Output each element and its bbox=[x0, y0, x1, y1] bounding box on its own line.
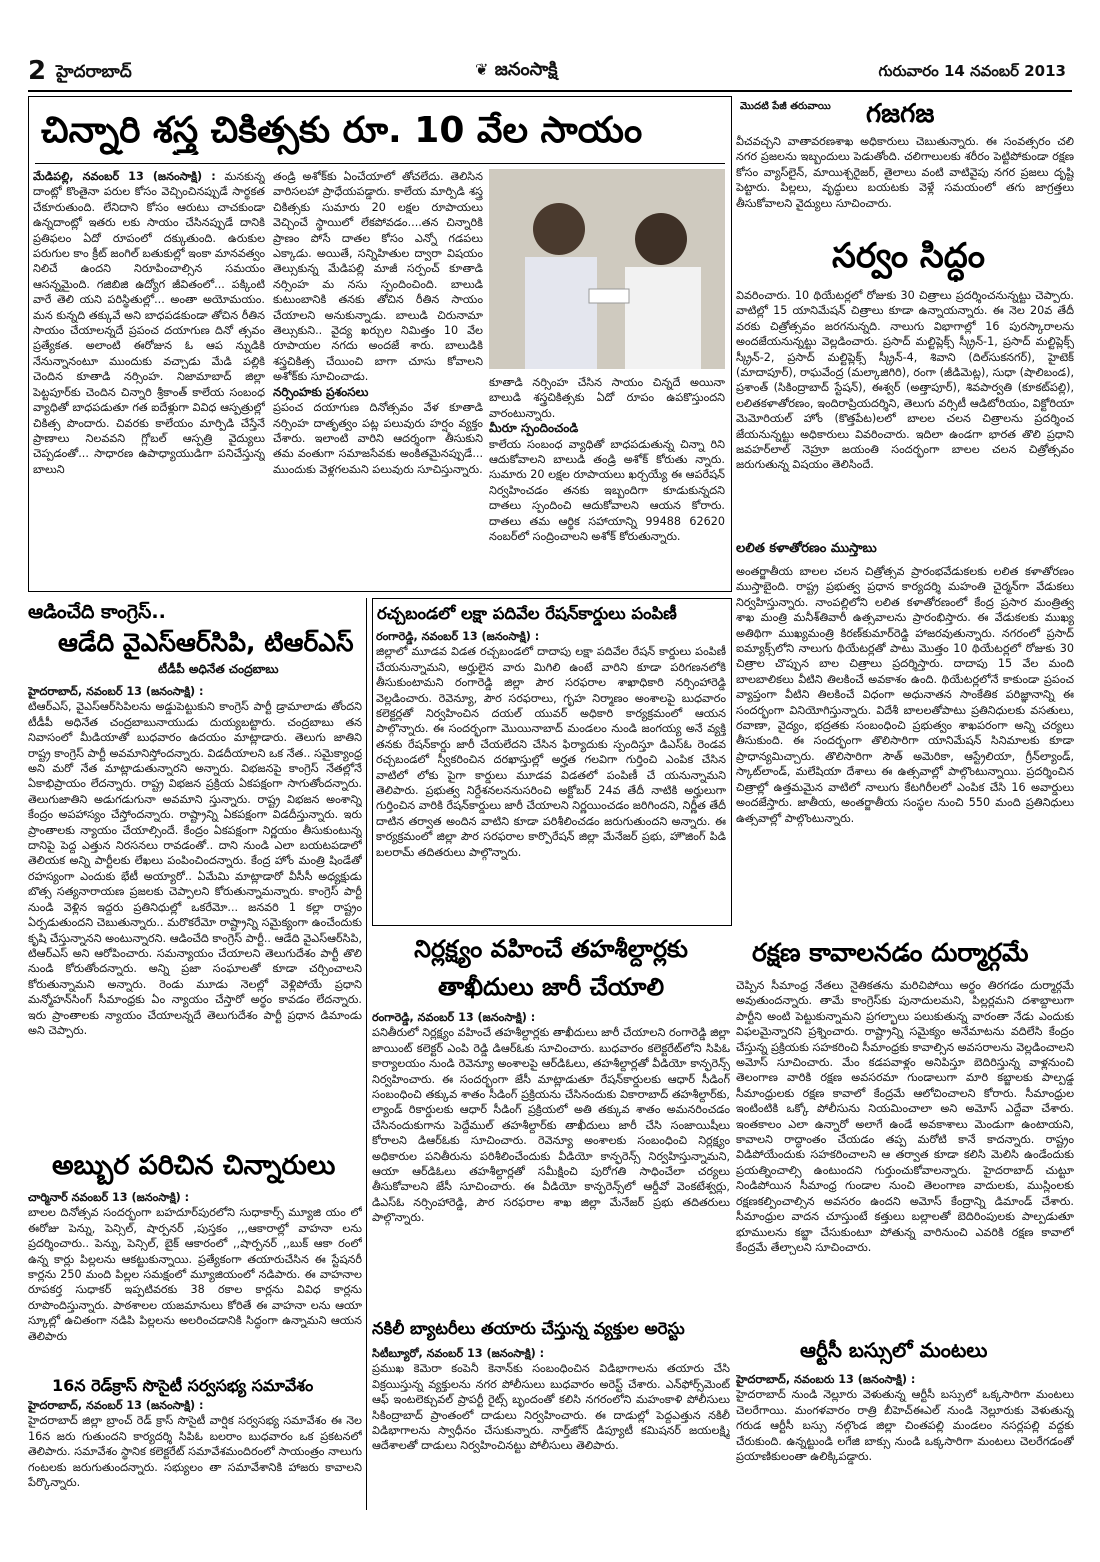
article-ration-cards bbox=[372, 598, 732, 926]
page-city: హైదరాబాద్ bbox=[56, 62, 132, 82]
donation-photo bbox=[489, 169, 725, 369]
headline: సర్వం సిద్ధం bbox=[832, 236, 986, 276]
article-column-1 bbox=[33, 169, 265, 585]
body-text: జిల్లాలో మూడవ విడత రచ్చబండలో దాదాపు లక్షా పదివేల రేషన్ కార్డులు పంపిణీ చేయనున్నామని, అర్హులైన వారు మిగిలి ఉంటే వారిని కూడా పరిగణనలోకి తీసుకుంటామని రంగారెడ్డి జిల్లా పౌర సరఫరాల శాఖాధికారి నర్సింహారెడ్డి వెల్లడించారు. రెవెన్యూ, పౌర సరఫరాలు, గృహ నిర్మాణం అంశాలపై బుధవారం కలెక్టర్లతో నిర్వహించిన దయల్ యువర్ అధికారి కార్యక్రమంలో ఆయన పాల్గొన్నారు. ఈ సందర్భంగా మొయినాబాద్ మండలం నుండి జంగయ్య అనే వ్యక్తి తనకు రేషన్‌కార్డు జారీ చేయలేదని చేసిన ఫిర్యాదుకు స్పందిస్తూ డిఎస్‌ఓ రెండవ రచ్చబండలో స్వీకరించిన దరఖాస్తుల్లో అర్హత గలవిగా గుర్తించి ఎంపిక చేసిన వాటిలో లోకు పైగా కార్డులు మూడవ విడతలో పంపిణీ చే యనున్నామని తెలిపారు. ప్రభుత్వ నిర్దేశనలననుసరించి అక్టోబర్ 24వ తేదీ నాటికి అర్హులుగా గుర్తించిన వారికి రేషన్‌కార్డులు జారీ చేయాలని నిర్ణయించడం జరిగిందని, నిర్ణీత తేదీ దాటిన తర్వాత అందిన వాటిని కూడా పరిశీలించడం జరుగుతుందని అన్నారు. ఈ కార్యక్రమంలో జిల్లా పౌర సరఫరాల కార్పొరేషన్ జిల్లా మేనేజర్ ప్రభు, హౌజింగ్ పిడి బలరామ్ తదితరులు పాల్గొన్నారు. bbox=[376, 645, 726, 859]
dateline: రంగారెడ్డి, నవంబర్ 13 (జనంసాక్షి) : bbox=[376, 630, 540, 643]
article-body bbox=[28, 684, 362, 1140]
dateline: హైదరాబాద్, నవంబరు 13 (జనంసాక్షి) : bbox=[736, 1373, 916, 1386]
article-body bbox=[372, 1346, 730, 1510]
article-protection bbox=[736, 930, 1074, 1328]
headline: లలిత కళాతోరణం ముస్తాబు bbox=[736, 541, 877, 556]
article-children-cars bbox=[28, 1146, 362, 1368]
headline-line-1: నిర్లక్ష్యం వహించే తహశీల్దార్లకు bbox=[414, 935, 688, 963]
article-body bbox=[28, 1190, 362, 1368]
headline: చిన్నారి శస్త్ర చికిత్సకు రూ. 10 వేల సాయం bbox=[41, 110, 643, 151]
article-column-3 bbox=[489, 375, 725, 585]
issue-date: గురువారం 14 నవంబర్ 2013 bbox=[878, 62, 1066, 80]
body-text: హైదరాబాద్ జిల్లా బ్రాంచ్ రెడ్ క్రాస్ సొసైటీ వార్షిక సర్వసభ్య సమావేశం ఈ నెల 16న జరు గుతుందని కార్యదర్శి సిపిఓ బలరాం బుధవారం ఒక ప్రకటనలో తెలిపారు. సమావేశం స్థానిక కలెక్టరేట్ సమావేశమందిరంలో సాయంత్రం నాలుగు గంటలకు జరుగుతుందన్నారు. సభ్యులం తా సమావేశానికి హాజరు కావాలని పేర్కొన్నారు. bbox=[28, 1414, 362, 1490]
body-text: టిఆర్‌ఎస్, వైఎస్‌ఆర్‌సిపిలను అడ్డుపెట్టుకుని కాంగ్రెస్ పార్టీ డ్రామాలాడు తోందని టీడీపీ అధినేత చంద్రబాబునాయుడు దుయ్యబట్టారు. చంద్రబాబు తన నివాసంలో మీడియాతో బుధవారం ఉదయం మాట్లాడారు. తెలుగు జాతిని రాష్ట్ర కాంగ్రెస్ పార్టీ అవమానిస్తోందన్నారు. విడదీయాలని ఒక నేత.. సమైక్యాంధ్ర అని మరో నేత మాట్లాడుతున్నారని అన్నారు. విభజనపై కాంగ్రెస్ నేతల్లోనే ఏకాభిప్రాయం లేదన్నారు. రాష్ట్ర విభజన ప్రక్రియ ఏకపక్షంగా సాగుతోందన్నారు. తెలుగుజాతిని అడుగడుగునా అవమాని స్తున్నారు. రాష్ట్ర విభజన అంశాన్ని కేంద్రం అపహాస్యం చేస్తోందన్నారు. రాష్ట్రాన్ని ఏకపక్షంగా విడదీస్తున్నారు. ఇరు ప్రాంతాలకు న్యాయం చేయాల్సిందే. కేంద్రం ఏకపక్షంగా నిర్ణయం తీసుకుంటున్న దానిపై పెద్ద ఎత్తున నిరసనలు రావడంతో.. దాని నుండి ఎలా బయటపడాలో తెలియక అన్ని పార్టీలకు లేఖలు పంపించిందన్నారు. కేంద్ర హోం మంత్రి షిండేతో రహస్యంగా ఎందుకు భేటీ అయ్యారో.. ఏమేమి మాట్లాడారో వీసీసీ అధ్యక్షుడు బొత్స సత్యనారాయణ ప్రజలకు చెప్పాలని కోరుతున్నామన్నారు. కాంగ్రెస్ పార్టీ నుండి వెళ్లిన ఇద్దరు ప్రతినిధుల్లో ఒకరేమో... జనవరి 1 కల్లా రాష్ట్రం ఏర్పడుతుందని చెబుతున్నారు.. మరొకరేమో రాష్ట్రాన్ని సమైక్యంగా ఉంచేందుకు కృషి చేస్తున్నానని అంటున్నారని. ఆడించేది కాంగ్రెస్ పార్టీ.. ఆడేది వైఎస్‌ఆర్‌సిపి, టిఆర్‌ఎస్ అని ఆరోపించారు. సమన్యాయం చేయాలని తెలుగుదేశం పార్టీ తొలి నుండి కోరుతోందన్నారు. అన్ని ప్రజా సంఘాలతో కూడా చర్చించాలని కోరుతున్నామని అన్నారు. రెండు మూడు నెలల్లో వెళ్లిపోయే ప్రధాని మన్మోహన్‌సింగ్ సీమాంధ్రకు ఏం న్యాయం చేస్తారో అర్థం కావడం లేదన్నారు. ఇరు ప్రాంతాలకు న్యాయం చేయాలన్నదే తెలుగుదేశం పార్టీ ప్రధాన డిమాండు అని చెప్పారు. bbox=[28, 700, 362, 1037]
article-body bbox=[372, 1010, 730, 1310]
dateline: సిటీబ్యూరో, నవంబర్ 13 (జనంసాక్షి) : bbox=[372, 1347, 545, 1360]
article-body: వీచవచ్చని వాతావరణశాఖ అధికారులు చెబుతున్నారు. ఈ సంవత్సరం చలి నగర ప్రజలను ఇబ్బందులు పెడుతోంది. చలిగాలులకు శరీరం పెట్టిపోకుండా రక్షణ కోసం వ్యాస్‌లైన్, మాయిశ్చరైజర్, తైలాలు వంటి వాటివైపు నగర ప్రజలు దృష్టి పెట్టారు. పిల్లలు, వృద్ధులు బయటకు వెళ్లే సమయంలో తగు జాగ్రత్తలు తీసుకోవాలని వైద్యులు సూచించారు. bbox=[736, 135, 1074, 210]
column-text: ప్రపంచ దయాగుణ దినోత్సవం వేళ కూతాడి నర్సింహ దాతృత్వం పట్ల పలువురు హర్షం వ్యక్తం చేశారు. ఇలాంటి వారిని ఆదర్శంగా తీసుకుని తమ వంతుగా సమాజసేవకు అంకితమైనప్పుడే... ముందుకు వెళ్లగలమని పలువురు సూచిస్తున్నారు. bbox=[273, 401, 483, 476]
dateline: మేడిపల్లి, నవంబర్ 13 (జనంసాక్షి) : bbox=[33, 170, 216, 183]
body-text: హైదరాబాద్ నుండి నెల్లూరు వెళుతున్న ఆర్టీసీ బస్సులో ఒక్కసారిగా మంటలు చెలరేగాయి. మంగళవారం రాత్రి బీహెచ్‌ఈఎల్ నుండి నెల్లూరుకు వెళుతున్న గరుడ ఆర్టీసీ బస్సు నల్గొండ జిల్లా చింతపల్లి మండలం నసర్లపల్లి వద్దకు చేరుకుంది. ఉన్నట్టుండి లగేజి బాక్సు నుండి ఒక్కసారిగా మంటలు చెలరేగడంతో ప్రయాణికులంతా ఉలిక్కిపడ్డారు. bbox=[736, 1388, 1074, 1464]
headline: గజగజ bbox=[866, 99, 935, 129]
page-number: 2 bbox=[28, 56, 47, 86]
column-text: తండ్రి అశోక్‌కు ఏంచేయాలో తోచలేదు. తెలిసిన వారిసలహా ప్రాధేయపడ్డారు. కాలేయ మార్పిడి శస్త్ర చికిత్సకు సుమారు 20 లక్షల రూపాయలు వెచ్చించే స్థాయిలో లేకపోవడం....తన చిన్నారికి ప్రాణం పోసే దాతల కోసం ఎన్నో గడపలు ఎక్కాడు. అయితే, సన్నిహితుల ద్వారా విషయం తెల్సుకున్న మేడిపల్లి మాజీ సర్పంచ్ కూతాడి నర్సింహ మ నసు స్పందించింది. బాలుడి కుటుంబానికి తనకు తోచిన రీతిన సాయం చేయాలని అనుకున్నాడు. బాలుడి చిరునామా తెల్సుకుని.. వైద్య ఖర్చుల నిమిత్తం 10 వేల రూపాయల నగదు అందజే శారు. బాలుడికి శస్త్రచికిత్స చేయించి బాగా చూసు కోవాలని అశోక్‌కు సూచించాడు. bbox=[273, 170, 483, 384]
article-red-cross bbox=[28, 1374, 362, 1514]
article-sarvam-siddham bbox=[736, 230, 1074, 536]
article-body: అంతర్జాతీయ బాలల చలన చిత్రోత్సవ ప్రారంభవేడుకలకు లలిత కళాతోరణం ముస్తాబైంది. రాష్ట్ర ప్రభుత్వ ప్రధాన కార్యదర్శి మహంతి చైర్మన్‌గా వేడుకలు నిర్వహిస్తున్నారు. నాంపల్లిలోని లలిత కళాతోరణంలో కేంద్ర ప్రసార మంత్రిత్వ శాఖ మంత్రి మనీశ్‌తివారీ ఉత్సవాలను ప్రారంభిస్తారు. ఈ వేడుకలకు ముఖ్య అతిథిగా ముఖ్యమంత్రి కిరణ్‌కుమార్‌రెడ్డి హాజరవుతున్నారు. నగరంలో ప్రసాద్ ఐమ్యాక్స్‌లోని నాలుగు థియేటర్లతో పాటు మొత్తం 10 థియేటర్లలో రోజుకు 30 చిత్రాల చొప్పున బాల చిత్రాలు ప్రదర్శిస్తారు. దాదాపు 15 వేల మంది బాలబాలికలు వీటిని తిలకించే అవకాశం ఉంది. థియేటర్లలోనే కాకుండా ప్రపంచ వ్యాప్తంగా వీటిని తిలకించే విధంగా అధునాతన సాంకేతిక పరిజ్ఞానాన్ని ఈ సందర్భంగా వినియోగిస్తున్నారు. విదేశీ బాలలతోపాటు ప్రతినిధులకు వసతులు, రవాణా, వైద్యం, భద్రతకు సంబంధించి ప్రభుత్వం శాఖపరంగా అన్ని చర్యలు తీసుకుంది. ఈ సందర్భంగా తొలిసారిగా యానిమేషన్ సినిమాలకు కూడా ప్రాధాన్యమిచ్చారు. తొలిసారిగా సౌత్ అమెరికా, ఆస్ట్రేలియా, గ్రీన్‌ల్యాండ్, స్కాట్‌లాండ్, మలేషియా దేశాలు ఈ ఉత్సవాల్లో పాల్గొంటున్నాయి. ప్రదర్శించిన చిత్రాల్లో ఉత్తమమైన వాటిలో నాలుగు కేటగిరీలలో ఎంపిక చేసి 16 అవార్డులు అందజేస్తారు. జాతీయ, అంతర్జాతీయ సంస్థల నుంచి 550 మంది ప్రతినిధులు ఉత్సవాల్లో పాల్గొంటున్నారు. bbox=[736, 565, 1074, 825]
headline: రచ్చబండలో లక్షా పదివేల రేషన్‌కార్డులు పంపిణీ bbox=[377, 604, 677, 623]
page-header bbox=[0, 56, 1100, 90]
dateline: హైదరాబాద్, నవంబర్ 13 (జనంసాక్షి) : bbox=[28, 685, 204, 698]
masthead-logo bbox=[475, 59, 558, 84]
headline: ఆడేది వైఎస్‌ఆర్‌సిపి, టిఆర్‌ఎస్ bbox=[58, 628, 354, 657]
article-body bbox=[28, 1398, 362, 1514]
kicker: మొదటి పేజీ తరువాయి bbox=[740, 101, 831, 112]
header-rule bbox=[28, 90, 1072, 92]
masthead-title: జనంసాక్షి bbox=[494, 59, 558, 80]
article-body: చెప్పిన సీమాంధ్ర నేతలు నైతికతను మరిచిపోయి అర్థం తిరగడం దుర్మార్గమే అవుతుందన్నారు. తామే కాంగ్రెస్‌కు పునాదులమని, పిల్లర్లమని దశాబ్దాలుగా పార్టీని అంటి పెట్టుకున్నామని ప్రగల్భాలు పలుకుతున్న వారంతా నేడు ఎందుకు విఫలమైన్నారని ప్రశ్నించారు. రాష్ట్రాన్ని సమైక్యం అనేమాటను వదిలేసి కేంద్రం చేస్తున్న ప్రక్రియకు సహకరించి సీమాంధ్రకు కావాల్సిన అవసరాలను వెల్లడించాలని అమోస్ సూచించారు. మేం కడపవాళ్లం అనిపిస్తూ బెదిరిస్తున్న వాళ్లనుంచి తెలంగాణ వారికి రక్షణ అవసరమా గుండాలుగా మారి కబ్జాలకు పాల్పడ్డ సీమాంధ్రులకు రక్షణ కావాలో కేంద్రమే ఆలోచించాలని కోరారు. సీమాంధ్రుల ఇంటింటికి ఒక్కో పోలీసును నియమించాలా అని అమోస్ ఎద్దేవా చేశారు. ఇంతకాలం ఎలా ఉన్నారో అలాగే ఉండే అవకాశాలు మెండుగా ఉంటాయని, కావాలని రాద్ధాంతం చేయడం తప్ప మరోటి కానే కాదన్నారు. రాష్ట్రం విడిపోయేందుకు సహకరించాలని ఆ తర్వాత కూడా కలిసి మెలిసి ఉండేందుకు ప్రయత్నించాల్సి ఉంటుందని గుర్తుంచుకోవాలన్నారు. హైదరాబాద్ చుట్టూ నిండిపోయిన సీమాంధ్ర గుండాల నుంచి తెలంగాణ వాదులకు, ముస్లింలకు రక్షణకల్పించాల్సిన అవసరం ఉందని అమోస్ కేంద్రాన్ని డిమాండ్ చేశారు. సీమాంధ్రుల వాదన చూస్తుంటే కత్తులు బల్లాలతో బెదిరింపులకు పాల్పడుతూ భూములను కబ్జా చేసుకుంటూ పోతున్న వారినుంచి ఎవరికి రక్షణ కావాలో కేంద్రమే తేల్చాలని సూచించారు. bbox=[736, 979, 1074, 1254]
article-fake-batteries bbox=[372, 1314, 730, 1510]
column-text: మనకున్న దాంట్లో కొంతైనా పరుల కోసం వెచ్చించినప్పుడే సార్థకత చేకూరుతుంది. లేనిదాని కోసం ఆరుటు చాచకుండా ఉన్నదాంట్లో ఇతరు లకు సాయం చేసినప్పుడే దానికి ప్రతిఫలం ఏదో రూపంలో దక్కుతుంది. ఉరుకుల పరుగుల కాం క్రీట్ జంగిల్ బతుకుల్లో ఇంకా మానవత్వం నిలిచే ఉందని నిరూపించాల్సిన సమయం ఆసన్నమైంది. గజిబిజి ఉద్యోగ జీవితంలో... పక్కింటి వారే తెలి యని పరిస్థితుల్లో... అంతా అయోమయం. మన కున్నది తక్కువే అని బాధపడకుండా తోచిన రీతిన సాయం చేయాలన్నదే ప్రపంచ దయాగుణ దినో త్సవం ప్రత్యేకత. అలాంటి ఈరోజున ఓ ఆప న్నుడికి నేనున్నానంటూ ముందుకు వచ్చాడు మేడి పల్లికి చెందిన కూతాడి నర్సింహ. నిజామాబాద్ జిల్లా పెట్టపూర్‌కు చెందిన చిన్నారి శ్రీకాంత్ కాలేయ సంబంధ వ్యాధితో బాధపడుతూ గత ఐదేళ్లుగా వివిధ ఆస్పత్రుల్లో చికిత్స పొందారు. చివరకు కాలేయం మార్పిడి చేస్తేనే ప్రాణాలు నిలవవని గ్లోబల్ ఆస్పత్రి వైద్యులు చెప్పడంతో... సాధారణ ఉపాధ్యాయుడిగా పనిచేస్తున్న బాలుని bbox=[33, 170, 265, 476]
article-body: వివరించారు. 10 థియేటర్లలో రోజుకు 30 చిత్రాలు ప్రదర్శించనున్నట్టు చెప్పారు. వాటిల్లో 15 యానిమేషన్ చిత్రాలు కూడా ఉన్నాయన్నారు. ఈ నెల 20వ తేదీ వరకు చిత్రోత్సవం జరగనున్నది. నాలుగు విభాగాల్లో 16 పురస్కారాలను అందజేయనున్నట్టు వెల్లడించారు. ప్రసాద్ మల్టిప్లెక్స్ స్క్రీన్-1, ప్రసాద్ మల్టిప్లెక్స్ స్క్రీన్-2, ప్రసాద్ మల్టిప్లెక్స్ స్క్రీన్-4, శివాని (దిల్‌సుకనగర్), హైటెక్ (మాదాపూర్), రాఘవేంద్ర (మల్కాజిగిరి), రంగా (జీడిమెట్ల), సుధా (షాలిబండ), ప్రశాంత్ (సికింద్రాబాద్ స్టేషన్), ఈశ్వర్ (అత్తాపూర్), శివపార్వతి (కూకట్‌పల్లి), లలితకళాతోరణం, ఇందిరాప్రియదర్శిని, తెలుగు వర్సిటీ ఆడిటోరియం, విక్టోరియా మెమోరియల్ హోం (కొత్తపేట)లలో బాలల చలన చిత్రాలను ప్రదర్శించ జేయనున్నట్టు అధికారులు వివరించారు. ఇదిలా ఉండగా భారత తొలి ప్రధాని జవహర్‌లాల్ నెహ్రూ జయంతి సందర్భంగా బాలల చలన చిత్రోత్సవం జరుగుతున్న విషయం తెలిసిందే. bbox=[736, 289, 1074, 472]
headline: అబ్బుర పరిచిన చిన్నారులు bbox=[52, 1150, 336, 1181]
kicker: ఆడించేది కాంగ్రెస్.. bbox=[28, 601, 166, 623]
dateline: హైదరాబాద్, నవంబర్ 13 (జనంసాక్షి) : bbox=[28, 1399, 204, 1412]
article-congress bbox=[28, 598, 362, 1140]
article-bus-fire bbox=[736, 1332, 1074, 1512]
article-lalitha-kala-thoranam bbox=[736, 538, 1074, 926]
headline: 16న రెడ్‌క్రాస్ సొసైటీ సర్వసభ్య సమావేశం bbox=[52, 1376, 314, 1395]
headline-line-2: తాఖీదులు జారీ చేయాలి bbox=[437, 973, 665, 1001]
photo-illustration bbox=[489, 169, 725, 369]
subheading-praise: నర్సింహకు ప్రశంసలు bbox=[273, 384, 369, 399]
dateline: రంగారెడ్డి, నవంబర్ 13 (జనంసాక్షి) : bbox=[372, 1011, 536, 1024]
article-child-surgery bbox=[28, 96, 732, 592]
headline: ఆర్టీసీ బస్సులో మంటలు bbox=[800, 1338, 988, 1362]
body-text: ప్రముఖ కెమెరా కంపెనీ కెనాన్‌కు సంబంధించిన విడిభాగాలను తయారు చేసి విక్రయిస్తున్న వ్యక్తులను నగర పోలీసులు బుధవారం అరెస్ట్ చేశారు. ఎన్‌ఫోర్స్‌మెంట్ ఆఫ్ ఇంటలెక్చువల్ ప్రాపర్టీ రైట్స్ బృందంతో కలిసి నగరంలోని మహంకాళి పోలీసులు సికింద్రాబాద్ ప్రాంతంలో దాడులు నిర్వహించారు. ఈ దాడుల్లో పెద్దఎత్తున నకిలీ విడిభాగాలను స్వాధీనం చేసుకున్నారు. నార్త్‌జోన్ డిప్యూటీ కమిషనర్ జయలక్ష్మి ఆదేశాలతో దాడులు నిర్వహించినట్టు పోలీసులు తెలిపారు. bbox=[372, 1362, 730, 1453]
article-gajagaja bbox=[736, 96, 1074, 226]
column-text: కాలేయ సంబంధ వ్యాధితో బాధపడుతున్న చిన్నా రిని ఆదుకోవాలని బాలుడి తండ్రి అశోక్ కోరుతు న్నారు. సుమారు 20 లక్షల రూపాయలు ఖర్చయ్యే ఈ ఆపరేషన్ నిర్వహించడం తనకు ఇబ్బందిగా కూడుకున్నదని దాతలు స్పందించి ఆదుకోవాలని ఆయన కోరారు. దాతలు తమ ఆర్థిక సహాయాన్ని 99488 62620 నంబర్‌లో సంద్రించాలని అశోక్ కోరుతున్నారు. bbox=[489, 437, 725, 544]
article-column-2 bbox=[273, 169, 483, 585]
masthead-emblem-icon: ❦ bbox=[475, 60, 489, 79]
headline: రక్షణ కావాలనడం దుర్మార్గమే bbox=[752, 938, 1029, 967]
headline-rule bbox=[35, 163, 725, 164]
byline: టీడీపీ అధినేత చంద్రబాబు bbox=[158, 662, 279, 676]
article-tahsildars bbox=[372, 930, 730, 1310]
dateline: చార్మినార్ నవంబర్ 13 (జనంసాక్షి) : bbox=[28, 1191, 190, 1204]
subheading-respond: మీరూ స్పందించండి bbox=[489, 421, 579, 436]
article-body bbox=[736, 1372, 1074, 1512]
body-text: పనితీరులో నిర్లక్ష్యం వహించే తహశీల్దార్లకు తాఖీదులు జారీ చేయాలని రంగారెడ్డి జిల్లా జాయింట్ కలెక్టర్ ఎంపి రెడ్డి డిఆర్‌ఓకు సూచించారు. బుధవారం కలెక్టరేట్‌లోని సిపిఓ కార్యాలయం నుండి రెవెన్యూ అంశాలపై ఆర్‌డిఓలు, తహశీల్దార్లతో వీడియో కాన్ఫరెన్స్ నిర్వహించారు. ఈ సందర్భంగా జేసీ మాట్లాడుతూ రేషన్‌కార్డులకు ఆధార్ సీడింగ్ సంబంధించి తక్కువ శాతం సీడింగ్ ప్రక్రియను చేసినందుకు వికారాబాద్ తహశీల్దార్‌కు, ల్యాండ్ రికార్డులకు ఆధార్ సీడింగ్ ప్రక్రియలో అతి తక్కువ శాతం అమనరించడం చేసినందుకుగాను పెద్దేముల్ తహశీల్దార్‌కు తాఖీదులు జారీ చేసి సంజాయిషీలు కోరాలని డిఆర్‌ఓకు సూచించారు. రెవెన్యూ అంశాలకు సంబంధించి నిర్లక్ష్యం అధికారుల పనితీరును పరిశీలించేందుకు వీడియో కాన్ఫరెన్స్ నిర్వహిస్తున్నామని, ఆయా ఆర్‌డిఓలు తహశీల్దార్లతో సమీక్షించి పురోగతి సాధించేలా చర్యలు తీసుకోవాలని జేసీ సూచించారు. ఈ వీడియో కాన్ఫరెన్స్‌లో ఆర్డీవో వెంకటేశ్వర్లు, డిఎస్‌ఓ నర్సింహారెడ్డి, పౌర సరఫరాల శాఖ జిల్లా మేనేజర్ ప్రభు తదితరులు పాల్గొన్నారు. bbox=[372, 1026, 730, 1225]
column-text: కూతాడి నర్సింహ చేసిన సాయం చిన్నదే అయినా బాలుడి శస్త్రచికిత్సకు ఏదో రూపం ఉపకొస్తుందని వారంటున్నారు. bbox=[489, 376, 725, 420]
body-text: బాలల దినోత్సవ సందర్భంగా బహదూర్‌పురలోని సుధాకార్స్ మ్యూజి యం లో ఈరోజు పెన్ను, పెన్సిల్, షార్పనర్ ,పుస్తకం ,,,ఆకారాల్లో వాహనా లను ప్రదర్శించారు.. పెన్ను, పెన్సిల్, బైక్ ఆకారంలో ,,షార్పనర్ ,,బుక్ ఆకా రంలో ఉన్న కార్లు పిల్లలను ఆకట్టుకున్నాయి. ప్రత్యేకంగా తయారుచేసిన ఈ స్టేషనరీ కార్లను 250 మంది పిల్లల సమక్షంలో మ్యూజియంలో నడిపారు. ఈ వాహనాల రూపకర్త సుధాకర్ ఇప్పటివరకు 38 రకాల కార్లను వివిధ కార్లను రూపొందిస్తున్నారు. పాఠశాలల యజమానులు కోరితే ఈ వాహనా లను ఆయా స్కూల్లో ఉచితంగా నడిపి పిల్లలను అలరించడానికి సిద్ధంగా ఉన్నామని ఆయన తెలిపారు bbox=[28, 1206, 362, 1343]
column-separator bbox=[366, 598, 367, 1510]
headline: నకిలీ బ్యాటరీలు తయారు చేస్తున్న వ్యక్తుల అరెస్టు bbox=[372, 1319, 685, 1338]
article-body bbox=[376, 629, 726, 921]
